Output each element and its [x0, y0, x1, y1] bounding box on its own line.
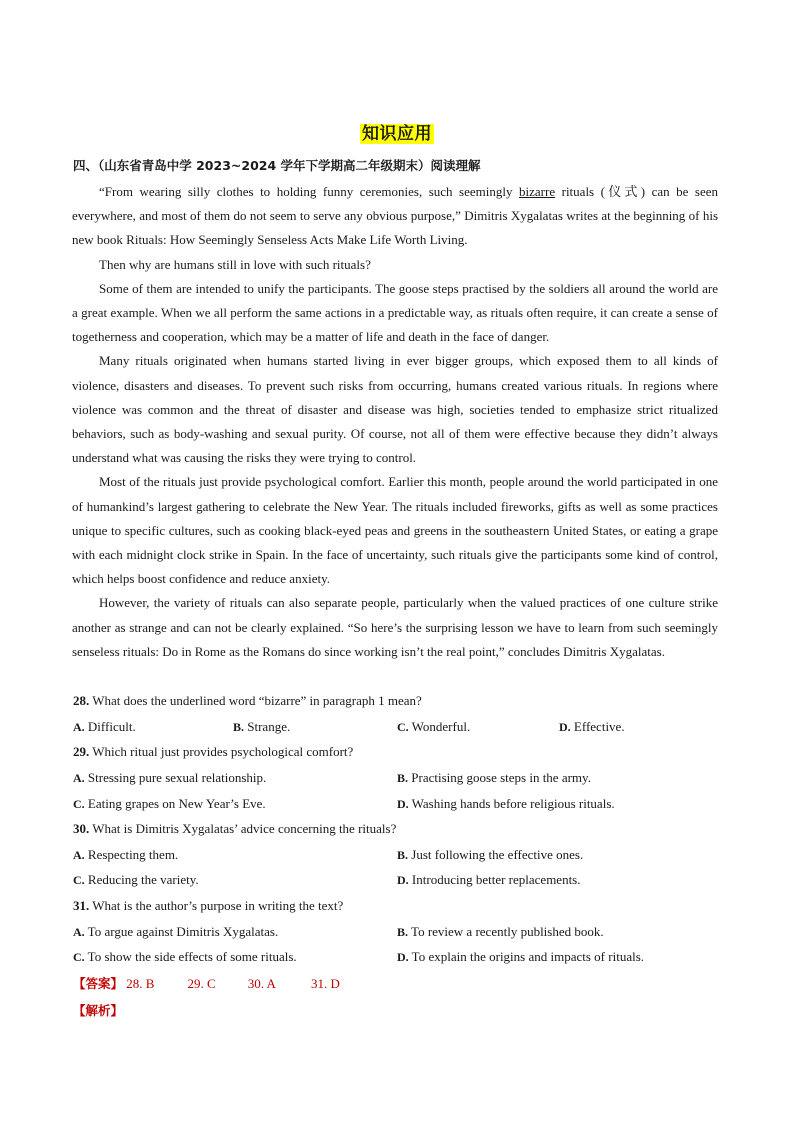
paragraph-6: However, the variety of rituals can also separate people, particularly when the valued practices of one culture strike another as strange and can not be clearly explained. “So here’s the surprising lesson we have to learn from such seemingly senseless rituals: Do in Rome as the Romans do since working isn’t the real point,” concludes Dimitris Xygalatas.	[72, 595, 718, 659]
paragraph-4: Many rituals originated when humans started living in ever bigger groups, which exposed them to all kinds of violence, disasters and diseases. To prevent such risks from occurring, humans created various rituals. In regions where violence was common and the threat of disaster and disease was high, societies tended to emphasize strict ritualized behaviors, such as body-washing and sexual purity. Of course, not all of them were effective because they didn’t always understand what was causing the risks they were trying to control.	[72, 353, 718, 466]
paragraph-5: Most of the rituals just provide psychological comfort. Earlier this month, people around the world participated in one of humankind’s largest gathering to celebrate the New Year. The rituals included fireworks, gifts as well as some practices unique to specific cultures, such as cooking black-eyed peas and greens in the southeastern United States, or eating a grape with each midnight clock strike in Spain. In the face of uncertainty, such rituals give the participants some kind of control, which helps boost confidence and reduce anxiety.	[72, 474, 718, 587]
question-31: 31. What is the author’s purpose in writing the text?	[73, 898, 344, 913]
page-title	[0, 119, 794, 144]
paragraph-1: “From wearing silly clothes to holding funny ceremonies, such seemingly bizarre rituals (仪式) can be seen everywhere, and most of them do not seem to serve any obvious purpose,” Dimitris Xygalatas writes at the beginning of his new book Rituals: How Seemingly Senseless Acts Make Life Worth Living.	[72, 184, 719, 248]
question-31-option-a: A. To argue against Dimitris Xygalatas.	[73, 924, 279, 939]
answer-28: 28. B	[126, 976, 155, 991]
question-28-option-c: C. Wonderful.	[397, 719, 471, 734]
question-30: 30. What is Dimitris Xygalatas’ advice concerning the rituals?	[73, 821, 397, 836]
question-28-option-d: D. Effective.	[559, 719, 625, 734]
question-28: 28. What does the underlined word “bizarre” in paragraph 1 mean?	[73, 693, 422, 708]
question-29-option-a: A. Stressing pure sexual relationship.	[73, 770, 267, 785]
question-31-option-c: C. To show the side effects of some rituals.	[73, 949, 297, 964]
question-31-option-b: B. To review a recently published book.	[397, 924, 604, 939]
title-text: 知识应用	[362, 124, 432, 144]
analysis-label: 【解析】	[73, 1003, 124, 1018]
question-30-option-d: D. Introducing better replacements.	[397, 872, 581, 887]
question-29-option-c: C. Eating grapes on New Year’s Eve.	[73, 796, 266, 811]
answer-29: 29. C	[187, 976, 216, 991]
question-31-option-d: D. To explain the origins and impacts of rituals.	[397, 949, 645, 964]
answer-key	[73, 974, 340, 992]
question-30-option-b: B. Just following the effective ones.	[397, 847, 584, 862]
answer-30: 30. A	[247, 976, 276, 991]
answer-31: 31. D	[311, 976, 340, 991]
question-30-option-c: C. Reducing the variety.	[73, 872, 199, 887]
question-29-option-b: B. Practising goose steps in the army.	[397, 770, 591, 785]
question-29: 29. Which ritual just provides psychological comfort?	[73, 744, 354, 759]
section-heading: 四、（山东省青岛中学 2023~2024 学年下学期高二年级期末）阅读理解	[73, 158, 481, 173]
question-28-option-a: A. Difficult.	[73, 719, 136, 734]
underlined-word: bizarre	[519, 184, 556, 199]
paragraph-2: Then why are humans still in love with such rituals?	[99, 256, 371, 272]
answer-label: 【答案】	[73, 976, 124, 991]
question-29-option-d: D. Washing hands before religious rituals.	[397, 796, 615, 811]
reading-passage	[72, 180, 718, 664]
paragraph-3: Some of them are intended to unify the participants. The goose steps practised by the soldiers all around the world are a great example. When we all perform the same actions in a predictable way, as rituals often require, it can create a sense of togetherness and cooperation, which may be a matter of life and death in the face of danger.	[72, 280, 718, 345]
question-28-option-b: B. Strange.	[233, 719, 291, 734]
question-30-option-a: A. Respecting them.	[73, 847, 179, 862]
